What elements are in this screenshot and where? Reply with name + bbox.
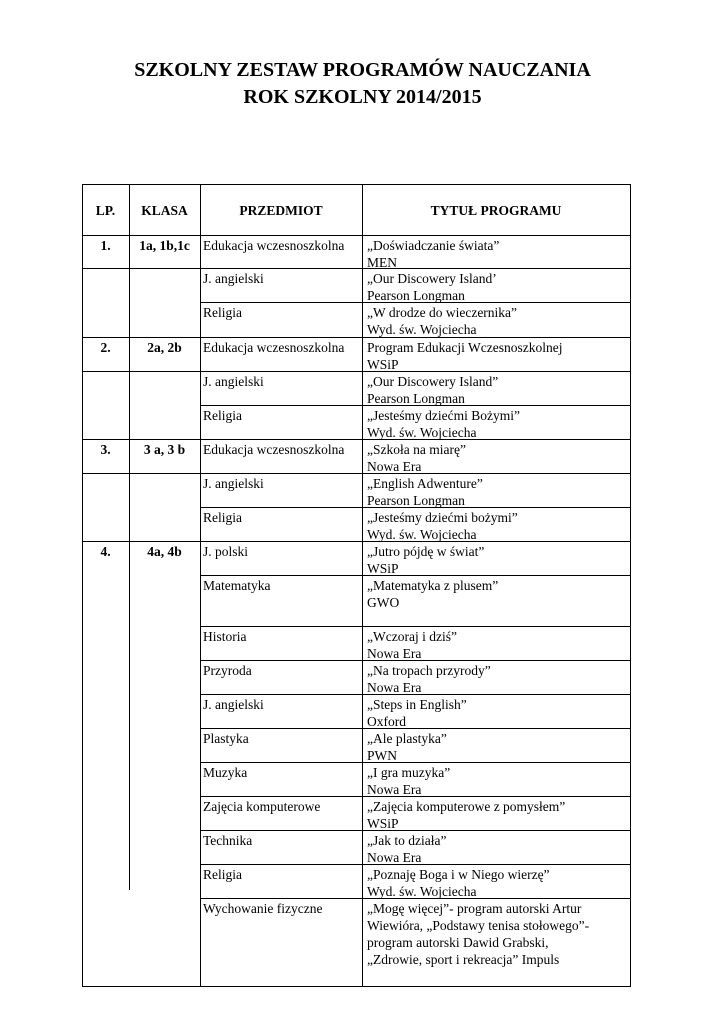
program-line: Nowa Era [367,850,422,865]
table-rule [200,268,630,269]
table-rule [362,235,363,986]
subject-cell: Religia [203,510,242,525]
program-line: „English Adwenture” [367,476,483,491]
subject-cell: Plastyka [203,731,249,746]
group-lp: 1. [100,238,111,253]
subject-cell: Edukacja wczesnoszkolna [203,442,345,457]
subject-cell: Religia [203,305,242,320]
table-rule [630,184,631,986]
program-line: Nowa Era [367,680,422,695]
program-line: Nowa Era [367,459,422,474]
program-line: Wyd. św. Wojciecha [367,884,477,899]
group-klasa: 2a, 2b [147,340,182,355]
program-line: „Na tropach przyrody” [367,663,491,678]
document-title: SZKOLNY ZESTAW PROGRAMÓW NAUCZANIA [134,59,591,81]
program-line: Pearson Longman [367,288,465,303]
header-przedmiot: PRZEDMIOT [239,203,323,218]
program-line: Pearson Longman [367,493,465,508]
subject-cell: J. angielski [203,697,264,712]
group-lp: 3. [100,442,111,457]
program-line: „Zdrowie, sport i rekreacja” Impuls [367,952,560,967]
table-rule [82,184,631,185]
table-rule [200,371,630,372]
table-rule [82,541,200,542]
program-line: PWN [367,748,397,763]
subject-cell: Muzyka [203,765,248,780]
table-rule [82,439,200,440]
program-line: „Wczoraj i dziś” [367,629,457,644]
program-line: „Jesteśmy dziećmi bożymi” [367,510,518,525]
program-line: GWO [367,595,400,610]
header-lp: LP. [95,203,116,218]
group-lp: 2. [100,340,111,355]
table-rule [200,728,630,729]
program-line: „Jutro pójdę w świat” [367,544,485,559]
program-line: „W drodze do wieczernika” [367,305,518,320]
subject-cell: J. angielski [203,374,264,389]
program-line: WSiP [367,816,399,831]
subject-cell: Edukacja wczesnoszkolna [203,340,345,355]
program-line: Nowa Era [367,646,422,661]
program-line: „Ale plastyka” [367,731,447,746]
subject-cell: Historia [203,629,247,644]
group-klasa: 4a, 4b [147,544,182,559]
table-rule [82,986,631,987]
program-line: MEN [367,255,397,270]
program-line: Oxford [367,714,406,729]
program-line: „Jak to działa” [367,833,447,848]
table-rule [82,268,200,269]
table-rule [82,371,200,372]
group-klasa: 1a, 1b,1c [139,238,190,253]
document-subtitle: ROK SZKOLNY 2014/2015 [243,86,482,108]
program-line: „Steps in English” [367,697,467,712]
program-line: „Mogę więcej”- program autorski Artur [367,901,582,916]
subject-cell: Religia [203,408,242,423]
program-line: Wyd. św. Wojciecha [367,322,477,337]
subject-cell: Przyroda [203,663,252,678]
subject-cell: J. polski [203,544,249,559]
program-line: WSiP [367,357,399,372]
program-line: „Our Discowery Island’ [367,271,497,286]
program-line: Pearson Longman [367,391,465,406]
program-line: „Doświadczanie świata” [367,238,500,253]
table-rule [200,575,630,576]
program-line: WSiP [367,561,399,576]
table-rule [200,762,630,763]
subject-cell: Technika [203,833,253,848]
program-line: „Poznaję Boga i w Niego wierzę” [367,867,550,882]
program-line: „Matematyka z plusem” [367,578,499,593]
table-rule [200,626,630,627]
program-line: „Szkoła na miarę” [367,442,466,457]
subject-cell: Religia [203,867,242,882]
subject-cell: Wychowanie fizyczne [203,901,323,916]
program-line: Wiewióra, „Podstawy tenisa stołowego”- [367,918,590,933]
subject-cell: Zajęcia komputerowe [203,799,321,814]
table-rule [129,541,130,890]
group-lp: 4. [100,544,111,559]
table-rule [200,235,201,986]
table-rule [82,337,200,338]
program-line: „Our Discowery Island” [367,374,499,389]
table-rule [82,184,83,986]
subject-cell: J. angielski [203,476,264,491]
table-rule [82,473,200,474]
program-line: „Jesteśmy dziećmi Bożymi” [367,408,520,423]
group-klasa: 3 a, 3 b [143,442,186,457]
header-tytul: TYTUŁ PROGRAMU [430,203,562,218]
program-line: Wyd. św. Wojciecha [367,527,477,542]
program-line: Wyd. św. Wojciecha [367,425,477,440]
subject-cell: J. angielski [203,271,264,286]
program-line: „Zajęcia komputerowe z pomysłem” [367,799,566,814]
program-line: program autorski Dawid Grabski, [367,935,549,950]
table-rule [82,235,631,236]
program-line: „I gra muzyka” [367,765,451,780]
program-line: Program Edukacji Wczesnoszkolnej [367,340,563,355]
table-rule [200,830,630,831]
header-klasa: KLASA [141,203,188,218]
program-line: Nowa Era [367,782,422,797]
subject-cell: Edukacja wczesnoszkolna [203,238,345,253]
subject-cell: Matematyka [203,578,271,593]
table-rule [129,268,130,541]
